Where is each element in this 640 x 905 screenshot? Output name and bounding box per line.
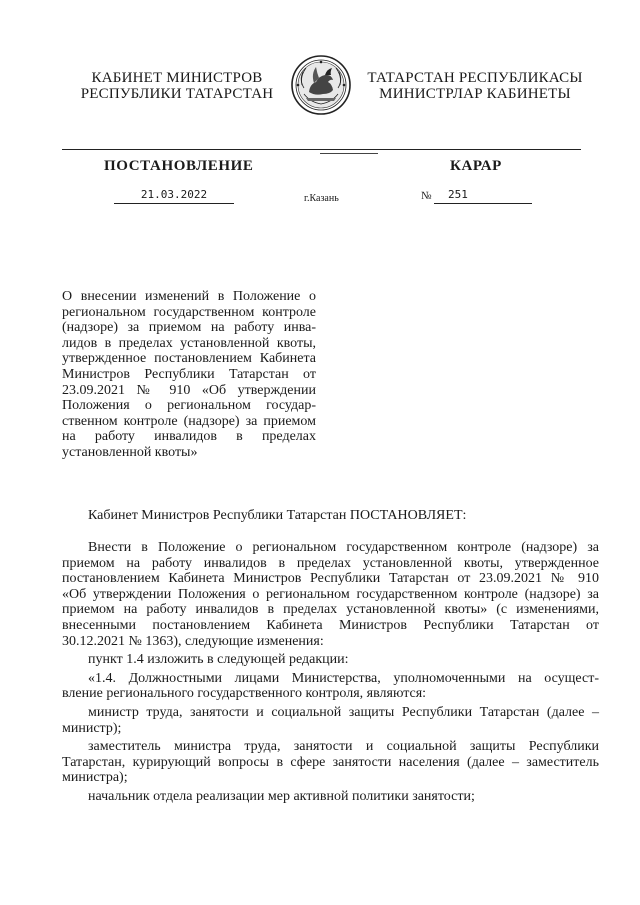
subject-line: региональном государственном контроле [62,304,316,320]
body-line: приемом на работу инвалидов в пределах установленной квоты, утвержденное [62,555,599,571]
doc-number-field [434,187,532,204]
subject-line: О внесении изменений в Положение о [62,289,316,304]
body-line: вление регионального государственного контроля, являются: [62,686,427,702]
coat-of-arms-icon [290,54,352,116]
body-line: внесенными постановлением Кабинета Министров Республики Татарстан от [62,617,599,633]
body-line: 30.12.2021 № 1363), следующие изменения: [62,633,324,649]
body-line: Татарстан, курирующий вопросы в сфере занятости населения (далее – заместитель [62,754,599,770]
header-divider-accent [320,153,378,154]
doc-number-label: № [421,190,432,202]
body-line: заместитель министра труда, занятости и социальной защиты Республики [88,739,599,755]
doc-subject [62,289,316,461]
subject-line: утвержденное постановлением Кабинета [62,351,316,367]
doc-date: 21.03.2022 [114,187,234,204]
header-right [360,70,590,102]
subject-line: Министров Республики Татарстан от [62,366,316,382]
subject-line: (надзоре) за приемом на работу инва- [62,320,316,336]
subject-line: 23.09.2021 № 910 «Об утверждении [62,382,316,398]
body-line: министр); [62,720,122,736]
header-right-line: ТАТАРСТАН РЕСПУБЛИКАСЫ [367,70,583,86]
body-line: министра); [62,770,128,786]
subject-line: установленной квоты» [62,444,198,460]
body-line: министр труда, занятости и социальной защиты Республики Татарстан (далее – [88,704,599,720]
body-line: начальник отдела реализации мер активной политики занятости; [88,788,475,804]
header-left-line: РЕСПУБЛИКИ ТАТАРСТАН [80,86,274,102]
decree-statement: Кабинет Министров Республики Татарстан ПОСТАНОВЛЯЕТ: [88,508,467,523]
doc-body [62,540,599,805]
doc-place: г.Казань [304,193,339,204]
header-right-line: МИНИСТРЛАР КАБИНЕТЫ [379,86,571,102]
header-divider [62,149,581,150]
body-line: приемом на работу инвалидов в пределах установленной квоты» (с изменениями, [62,602,599,618]
subject-line: ственном контроле (надзоре) за приемом [62,413,316,429]
doc-type-ru: ПОСТАНОВЛЕНИЕ [104,158,254,174]
body-line: постановлением Кабинета Министров Республики Татарстан от 23.09.2021 № 910 [62,571,599,587]
subject-line: лидов в пределах установленной квоты, [62,335,316,351]
subject-line: на работу инвалидов в пределах [62,429,316,445]
body-line: «1.4. Должностными лицами Министерства, уполномоченными на осущест- [88,670,599,686]
header-left-line: КАБИНЕТ МИНИСТРОВ [91,70,263,86]
body-line: Внести в Положение о региональном государственном контроле (надзоре) за [88,540,599,555]
doc-type-tt: КАРАР [450,158,502,174]
body-line: пункт 1.4 изложить в следующей редакции: [88,652,349,668]
subject-line: Положения о региональном государ- [62,398,316,414]
header-left [72,70,282,102]
body-line: «Об утверждении Положения о региональном государственном контроле (надзоре) за [62,586,599,602]
doc-number: 251 [448,188,468,201]
